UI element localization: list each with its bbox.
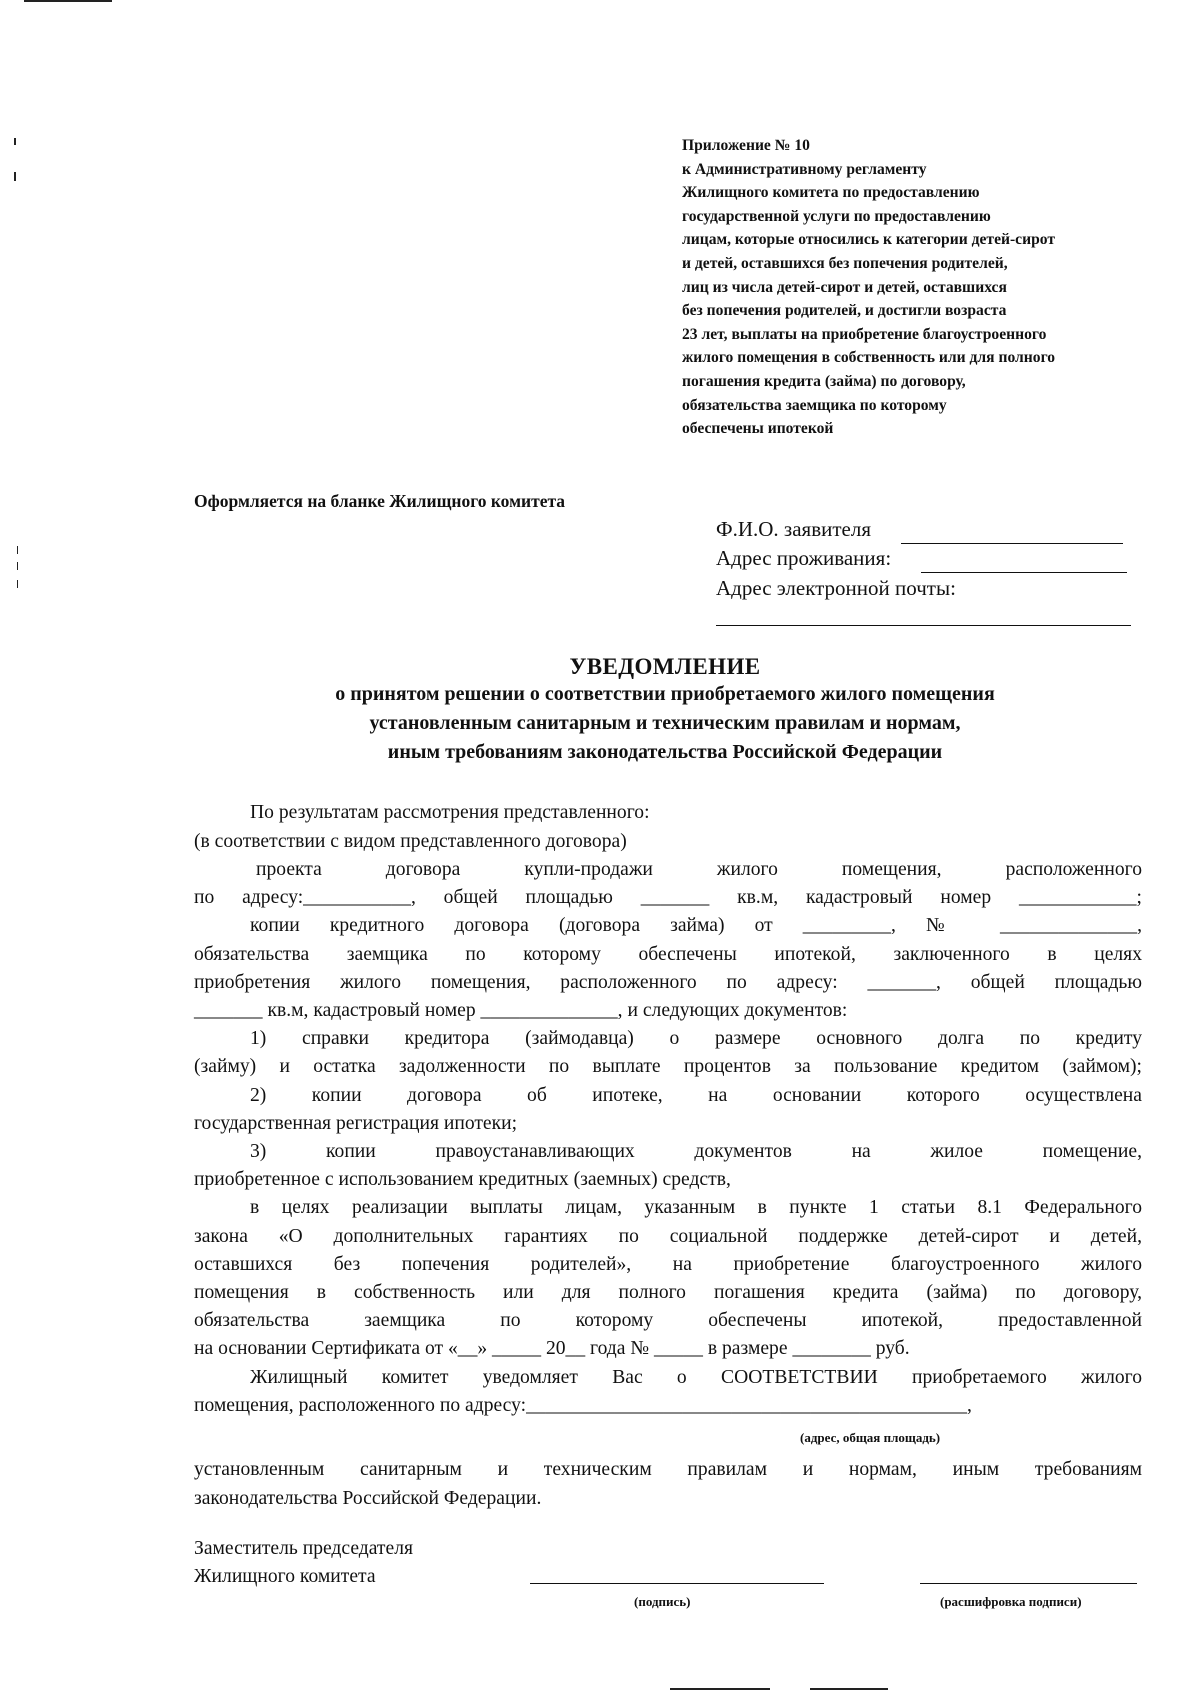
applicant-email-line [716, 625, 1131, 626]
body-line: в целях реализации выплаты лицам, указанным в пункте 1 статьи 8.1 Федерального [250, 1197, 1142, 1218]
appendix-line: государственной услуги по предоставлению [682, 207, 991, 225]
body-line: обязательства заемщика по которому обеспечены ипотекой, предоставленной [194, 1310, 1142, 1331]
body-line: государственная регистрация ипотеки; [194, 1113, 518, 1134]
body-line: (займу) и остатка задолженности по выплате процентов за пользование кредитом (займом); [194, 1056, 1142, 1077]
appendix-line: жилого помещения в собственность или для полного [682, 349, 1056, 367]
scan-mark [17, 580, 18, 588]
document-subtitle-line-3: иным требованиям законодательства Российской Федерации [387, 741, 943, 763]
appendix-line: Приложение № 10 [682, 137, 810, 154]
appendix-header [682, 134, 1055, 441]
signature-caption: (подпись) [634, 1594, 691, 1609]
appendix-line: и детей, оставшихся без попечения родителей, [682, 254, 1008, 272]
letterhead-note: Оформляется на бланке Жилищного комитета [194, 491, 566, 511]
scan-mark [14, 138, 16, 145]
appendix-line: лицам, которые относились к категории детей-сирот [682, 231, 1055, 249]
document-title: УВЕДОМЛЕНИЕ [569, 654, 761, 679]
appendix-line: Жилищного комитета по предоставлению [682, 184, 980, 202]
applicant-name-line [901, 543, 1123, 544]
applicant-name-label: Ф.И.О. заявителя [716, 517, 871, 541]
body-line: закона «О дополнительных гарантиях по социальной поддержке детей-сирот и детей, [194, 1226, 1142, 1247]
body-line: 1) справки кредитора (займодавца) о размере основного долга по кредиту [250, 1028, 1142, 1049]
body-line: проекта договора купли-продажи жилого помещения, расположенного [256, 859, 1142, 880]
body-line: установленным санитарным и техническим правилам и нормам, иным требованиям [194, 1459, 1142, 1480]
scan-mark [17, 546, 18, 554]
body-line: обязательства заемщика по которому обеспечены ипотекой, заключенного в целях [194, 944, 1142, 965]
signatory-position-line-1: Заместитель председателя [194, 1538, 413, 1559]
body-line: 3) копии правоустанавливающих документов на жилое помещение, [250, 1141, 1142, 1162]
scan-mark [810, 1688, 888, 1690]
document-subtitle-line-2: установленным санитарным и техническим правилам и нормам, [369, 712, 961, 734]
body-line: копии кредитного договора (договора займа) от _________, № ______________, [250, 915, 1142, 936]
signatory-position-line-2: Жилищного комитета [194, 1566, 376, 1587]
body-line: оставшихся без попечения родителей», на приобретение благоустроенного жилого [194, 1254, 1142, 1275]
body-line: _______ кв.м, кадастровый номер ______________, и следующих документов: [194, 1000, 848, 1021]
signature-decode-caption: (расшифровка подписи) [940, 1594, 1082, 1609]
scan-mark [24, 0, 112, 2]
signature-line [530, 1583, 824, 1584]
applicant-address-label: Адрес проживания: [716, 546, 892, 570]
body-line: по адресу:___________, общей площадью _______ кв.м, кадастровый номер ____________; [194, 887, 1142, 908]
appendix-line: погашения кредита (займа) по договору, [682, 372, 966, 390]
body-line: на основании Сертификата от «__» _____ 20__ года № _____ в размере ________ руб. [194, 1338, 910, 1359]
appendix-line: 23 лет, выплаты на приобретение благоустроенного [682, 325, 1047, 343]
applicant-address-line [921, 572, 1127, 573]
appendix-line: лиц из числа детей-сирот и детей, оставшихся [682, 278, 1007, 296]
appendix-line: к Административному регламенту [682, 160, 927, 178]
body-line: 2) копии договора об ипотеке, на основании которого осуществлена [250, 1085, 1142, 1106]
body-line: (в соответствии с видом представленного договора) [194, 831, 627, 852]
scan-mark [17, 562, 18, 570]
body-line: помещения, расположенного по адресу:_____________________________________________, [194, 1395, 972, 1416]
body-line: законодательства Российской Федерации. [194, 1488, 542, 1509]
appendix-line: обеспечены ипотекой [682, 420, 834, 438]
body-line: Жилищный комитет уведомляет Вас о СООТВЕТСТВИИ приобретаемого жилого [250, 1367, 1142, 1388]
body-line: помещения в собственность или для полного погашения кредита (займа) по договору, [194, 1282, 1142, 1303]
appendix-line: обязательства заемщика по которому [682, 396, 947, 414]
body-line: приобретения жилого помещения, расположенного по адресу: _______, общей площадью [194, 972, 1142, 993]
scan-mark [14, 172, 16, 181]
body-line: приобретенное с использованием кредитных (заемных) средств, [194, 1169, 731, 1190]
body-line: По результатам рассмотрения представленного: [250, 802, 650, 823]
applicant-email-label: Адрес электронной почты: [716, 576, 956, 600]
document-subtitle-line-1: о принятом решении о соответствии приобретаемого жилого помещения [335, 683, 995, 705]
scan-mark [670, 1688, 770, 1690]
signature-decode-line [920, 1583, 1137, 1584]
appendix-line: без попечения родителей, и достигли возраста [682, 302, 1007, 320]
address-field-caption: (адрес, общая площадь) [800, 1430, 941, 1445]
